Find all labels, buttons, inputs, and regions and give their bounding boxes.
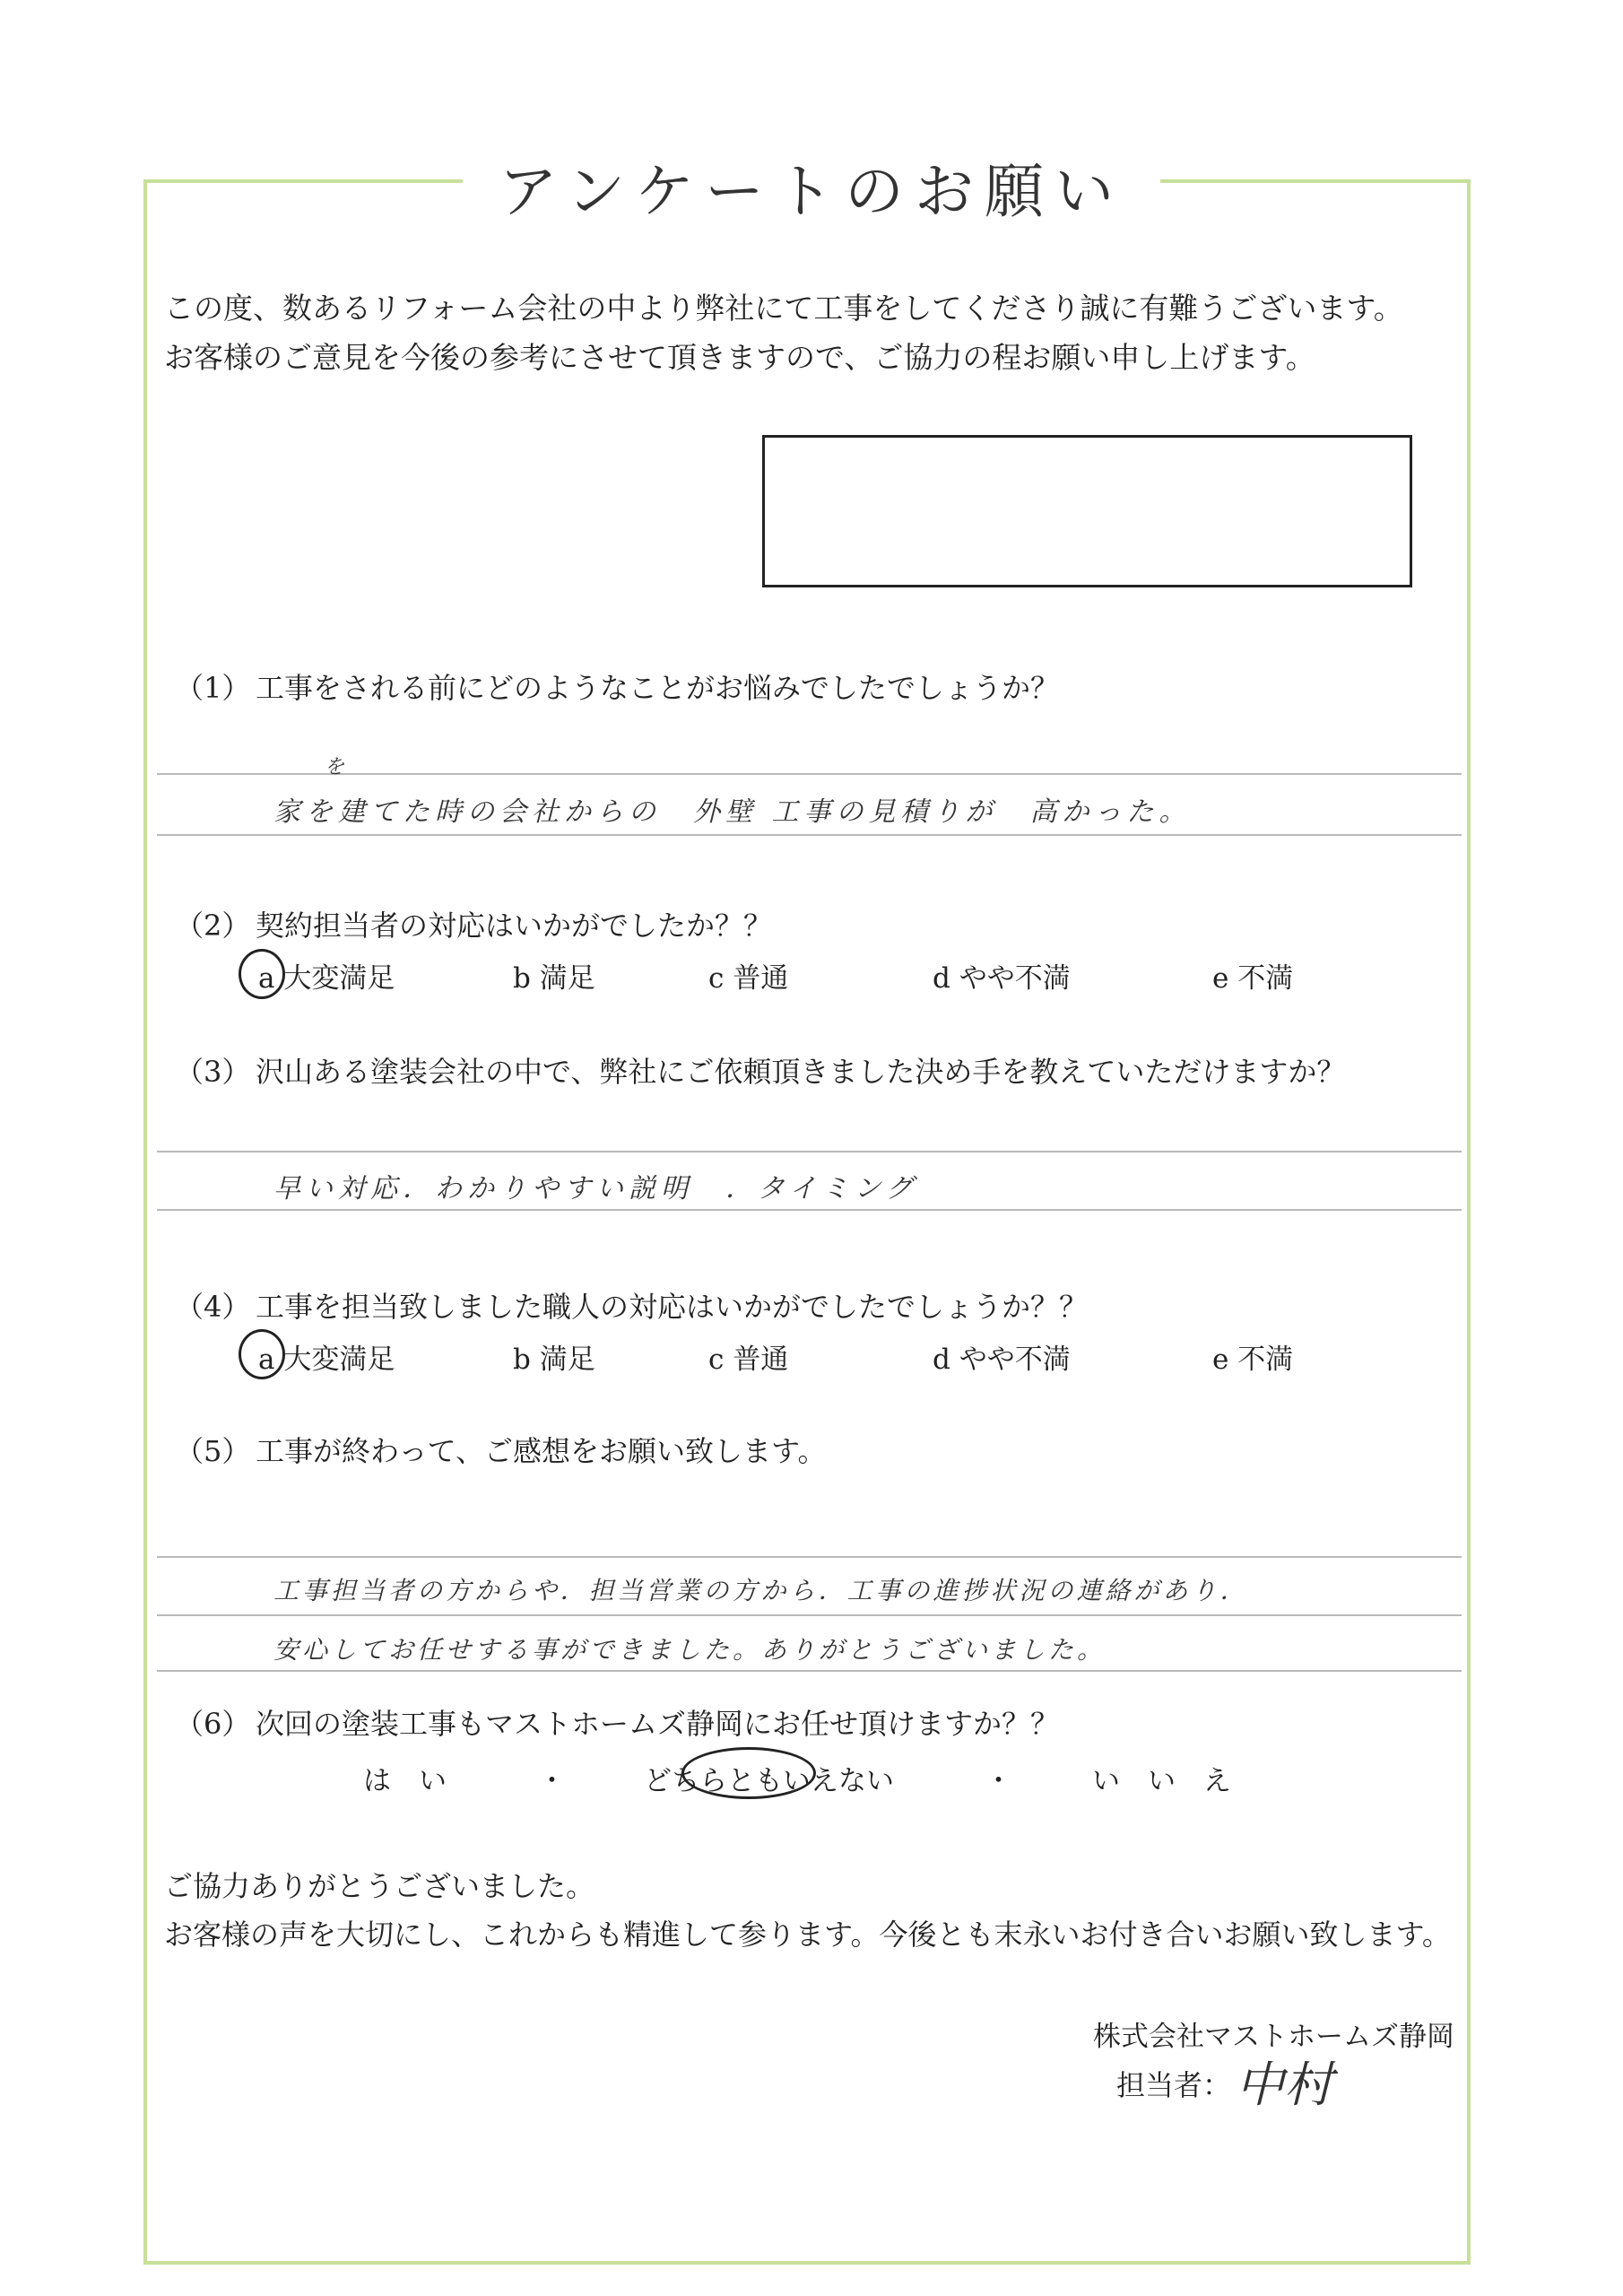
question-text: 次回の塗装工事もマストホームズ静岡にお任せ頂けますか？？ [256, 1707, 1060, 1741]
answer-1-insert-note: を [325, 756, 345, 778]
question-text: 工事が終わって、ご感想をお願い致します。 [256, 1434, 827, 1468]
answer-line [157, 1614, 1462, 1616]
question-2 [175, 903, 772, 944]
question-1 [175, 665, 1059, 707]
representative-signature: 中村 [1236, 2057, 1332, 2113]
answer-1-text: 家を建てた時の会社からの 外壁 工事の見積りが 高かった。 [273, 796, 1192, 828]
question-number: （6） [175, 1707, 251, 1741]
question-text: 沢山ある塗装会社の中で、弊社にご依頼頂きました決め手を教えていただけますか？ [256, 1055, 1346, 1089]
redacted-name-box [762, 435, 1412, 587]
answer-circle-mark [239, 1329, 285, 1379]
question-6 [175, 1701, 1059, 1743]
intro-line-2: お客様のご意見を今後の参考にさせて頂きますので、ご協力の程お願い申し上げます。 [164, 340, 1315, 375]
answer-line [157, 1670, 1462, 1672]
question-text: 工事を担当致しました職人の対応はいかがでしたでしょうか？？ [256, 1290, 1089, 1324]
rating-a: a 大変満足 [258, 1344, 395, 1376]
rating-b: b 満足 [513, 962, 595, 995]
option-neutral: どちらともいえない [644, 1765, 894, 1797]
title-wrap [0, 144, 1623, 229]
rating-d: d やや不満 [933, 962, 1071, 995]
answer-line [157, 1209, 1462, 1211]
rating-c: c 普通 [708, 1344, 789, 1376]
answer-line [157, 834, 1462, 836]
intro-line-1: この度、数あるリフォーム会社の中より弊社にて工事をしてくださり誠に有難うございます。 [164, 291, 1403, 326]
question-text: 契約担当者の対応はいかがでしたか？？ [256, 909, 773, 943]
rating-a: a 大変満足 [258, 962, 395, 995]
answer-line [157, 773, 1462, 775]
question-number: （4） [175, 1290, 251, 1324]
option-separator: ・ [538, 1765, 566, 1797]
option-separator: ・ [985, 1765, 1012, 1797]
rating-e: e 不満 [1212, 962, 1294, 995]
answer-circle-mark [239, 949, 285, 999]
question-text: 工事をされる前にどのようなことがお悩みでしたでしょうか？ [256, 671, 1060, 705]
answer-line [157, 1151, 1462, 1152]
question-5 [175, 1429, 826, 1470]
option-yes: は い [363, 1765, 447, 1797]
question-number: （3） [175, 1055, 251, 1089]
question-number: （2） [175, 909, 251, 943]
rating-e: e 不満 [1212, 1344, 1294, 1376]
answer-line [157, 1556, 1462, 1558]
answer-circle-mark [681, 1747, 816, 1799]
closing-line-2: お客様の声を大切にし、これからも精進して参ります。今後とも末永いお付き合いお願い致します。 [164, 1918, 1451, 1952]
question-number: （1） [175, 671, 251, 705]
company-name: 株式会社マストホームズ静岡 [1093, 2021, 1454, 2053]
question-number: （5） [175, 1434, 251, 1468]
rating-b: b 満足 [513, 1344, 595, 1376]
option-no: い い え [1092, 1765, 1231, 1797]
answer-3-text: 早い対応．わかりやすい説明 ．タイミング [273, 1173, 918, 1205]
page-title: アンケートのお願い [463, 144, 1160, 229]
representative-label: 担当者： [1116, 2068, 1232, 2102]
answer-5-line-2: 安心してお任せする事ができました。ありがとうございました。 [273, 1635, 1107, 1665]
question-4 [175, 1284, 1088, 1326]
rating-d: d やや不満 [933, 1344, 1071, 1376]
question-3 [175, 1049, 1345, 1091]
closing-line-1: ご協力ありがとうございました。 [164, 1869, 595, 1903]
answer-5-line-1: 工事担当者の方からや．担当営業の方から．工事の進捗状況の連絡があり． [273, 1576, 1249, 1605]
rating-c: c 普通 [708, 962, 789, 995]
